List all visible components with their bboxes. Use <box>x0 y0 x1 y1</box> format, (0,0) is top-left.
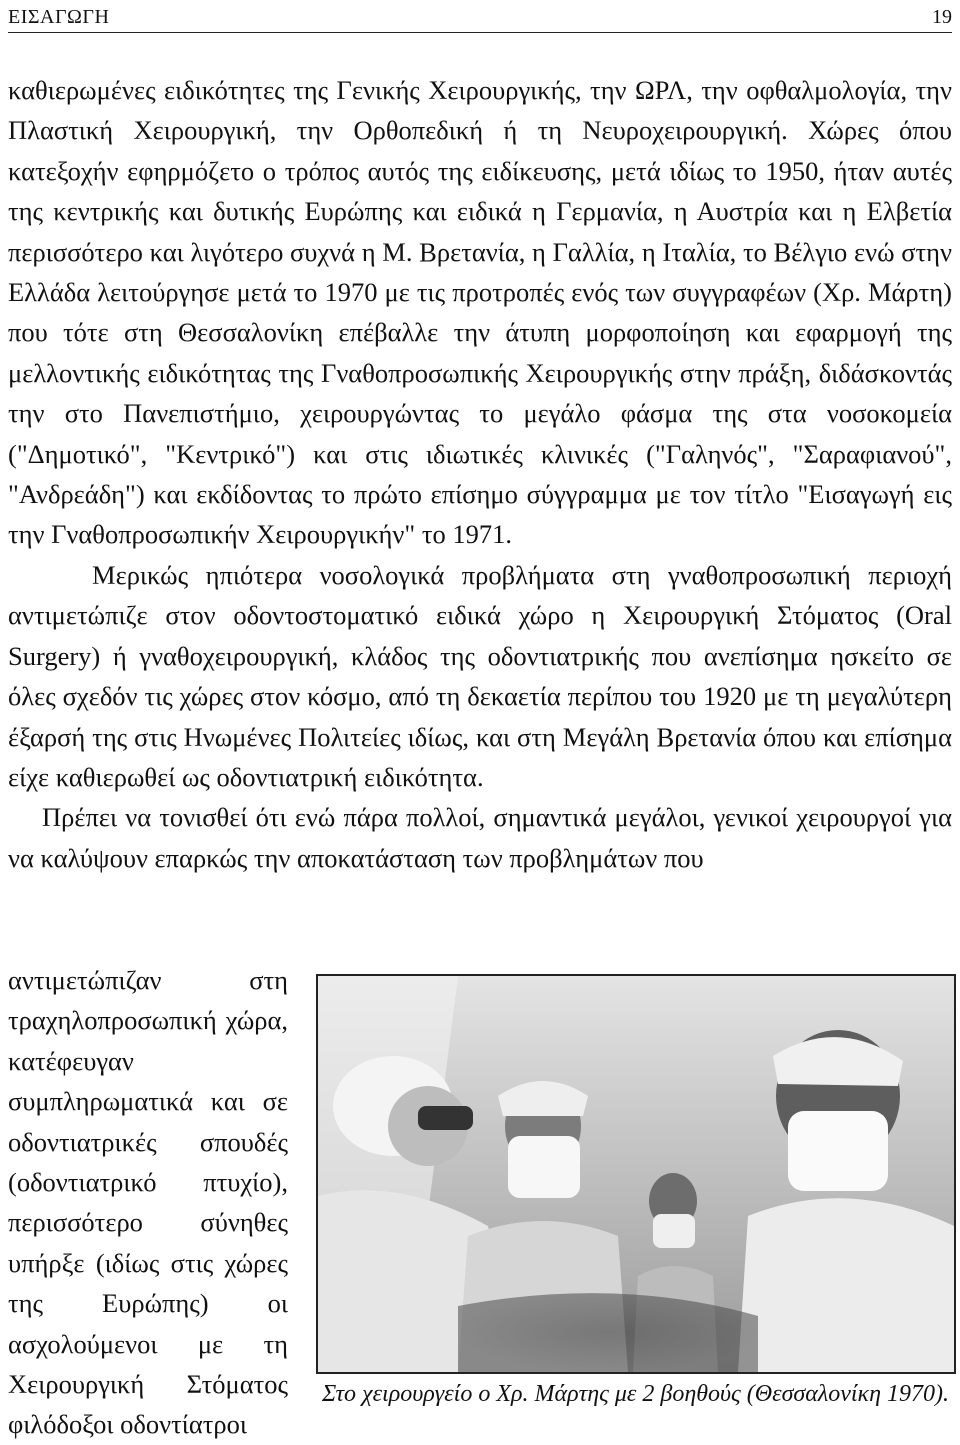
surgery-photo-image <box>318 976 954 1372</box>
page-number: 19 <box>932 6 952 28</box>
surgery-photo <box>316 974 956 1374</box>
paragraph-3: Πρέπει να τονισθεί ότι ενώ πάρα πολλοί, σημαντικά μεγάλοι, γενικοί χειρουργοί για να καλύψουν επαρκώς την αποκατάσταση των προβλημάτων που <box>8 802 952 873</box>
paragraph-1: καθιερωμένες ειδικότητες της Γενικής Χειρουργικής, την ΩΡΛ, την οφθαλμολογία, την Πλαστική Χειρουργική, την Ορθοπεδική ή τη Νευροχειρουργική. Χώρες όπου κατεξοχήν εφηρμόζετο ο τρόπος αυτός της ειδίκευσης, μετά ιδίως το 1950, ήταν αυτές της κεντρικής και δυτικής Ευρώπης και ειδικά η Γερμανία, η Αυστρία και η Ελβετία περισσότερο και λιγότερο συχνά η Μ. Βρετανία, η Γαλλία, η Ιταλία, το Βέλγιο ενώ στην Ελλάδα λειτούργησε μετά το 1970 με τις προτροπές ενός των συγγραφέων (Χρ. Μάρτη) που τότε στη Θεσσαλονίκη επέβαλλε την άτυπη μορφοποίηση και εφαρμογή της μελλοντικής ειδικότητας της Γναθοπροσωπικής Χειρουργικής στην πράξη, διδάσκοντάς την στο Πανεπιστήμιο, χειρουργώντας το μεγάλο φάσμα της στα νοσοκομεία ("Δημοτικό", "Κεντρικό") και στις ιδιωτικές κλινικές ("Γαληνός", "Σαραφιανού", "Ανδρεάδη") και εκδίδοντας το πρώτο επίσημο σύγγραμμα με τον τίτλο "Εισαγωγή εις την Γναθοπροσωπικήν Χειρουργικήν" το 1971. <box>8 75 952 550</box>
paragraph-3-wrapped: αντιμετώπιζαν στη τραχηλοπροσωπική χώρα, κατέφευγαν συμπληρωματικά και σε οδοντιατρικές σπουδές (οδοντιατρικό πτυχίο), περισσότερο σύνηθες υπήρξε (ιδίως στις χώρες της Ευρώπης) οι ασχολούμενοι με τη Χειρουργική Στόματος φιλόδοξοι οδοντίατροι <box>8 965 288 1440</box>
paragraph-2: Μερικώς ηπιότερα νοσολογικά προβλήματα στη γναθοπροσωπική περιοχή αντιμετώπιζε στον οδοντοστοματικό ειδικά χώρο η Χειρουργική Στόματος (Oral Surgery) ή γναθοχειρουργική, κλάδος της οδοντιατρικής που ανεπίσημα ησκείτο σε όλες σχεδόν τις χώρες στον κόσμο, από τη δεκαετία περίπου του 1920 με τη μεγαλύτερη έξαρσή της στις Ηνωμένες Πολιτείες ιδίως, και στη Μεγάλη Βρετανία όπου και επίσημα είχε καθιερωθεί ως οδοντιατρική ειδικότητα. <box>8 559 952 792</box>
section-title: ΕΙΣΑΓΩΓΗ <box>8 6 110 28</box>
running-header <box>8 4 952 33</box>
main-text <box>8 70 952 878</box>
figure-caption: Στο χειρουργείο ο Χρ. Μάρτης με 2 βοηθούς (Θεσσαλονίκη 1970). <box>322 1381 949 1407</box>
